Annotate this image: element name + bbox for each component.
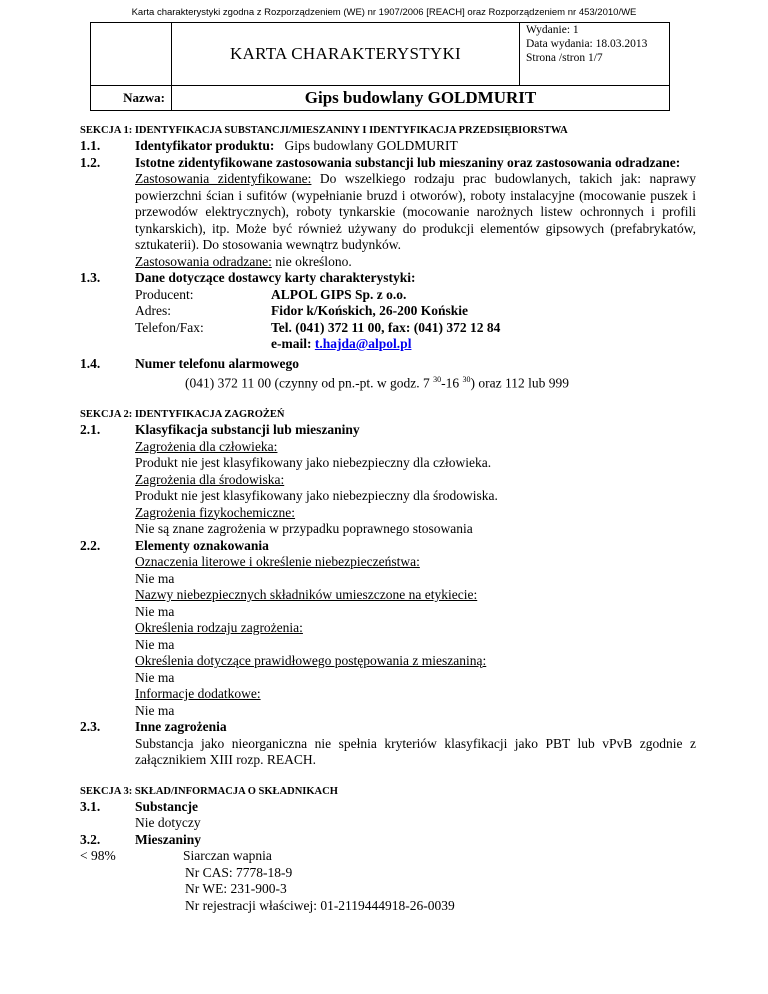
substances-text: Nie dotyczy [135,815,201,830]
section-2-title: SEKCJA 2: IDENTYFIKACJA ZAGROŻEŃ [80,409,285,420]
document-title: KARTA CHARAKTERYSTYKI [172,23,520,86]
edition: Wydanie: 1 [526,24,579,36]
item-heading: Identyfikator produktu: [135,138,275,153]
env-hazards-label: Zagrożenia dla środowiska: [135,471,285,487]
address-value: Fidor k/Końskich, 26-200 Końskie [271,303,469,318]
emergency-text-c: ) oraz 112 lub 999 [470,375,569,391]
emergency-text-a: (041) 372 11 00 (czynny od pn.-pt. w godz. 7 [185,375,434,391]
item-number: 3.1. [80,798,101,814]
discouraged-uses [135,254,696,271]
name-label: Nazwa: [91,86,172,111]
producer-row [135,287,696,304]
label-element-5: Informacje dodatkowe: [135,686,261,701]
item-heading: Mieszaniny [135,831,201,847]
value-element-3: Nie ma [135,636,175,652]
component-we: Nr WE: 231-900-3 [185,881,287,896]
discouraged-uses-text: nie określono. [271,253,352,269]
emergency-sup-1: 30 [433,375,442,384]
product-name: Gips budowlany GOLDMURIT [172,86,670,111]
regulation-note: Karta charakterystyki zgodna z Rozporządzeniem (WE) nr 1907/2006 [REACH] oraz Rozporządzeniem nr 453/2010/WE [131,7,637,18]
value-element-2: Nie ma [135,603,175,619]
email-row [135,336,696,353]
value-element-4: Nie ma [135,669,175,685]
emergency-text-b: -16 [441,375,463,391]
label-element-3: Określenia rodzaju zagrożenia: [135,620,303,635]
item-1-1 [80,138,696,155]
item-number: 1.1. [80,138,101,153]
item-1-2 [80,154,696,271]
value-element-5: Nie ma [135,702,175,718]
item-2-1 [80,422,696,538]
item-heading: Elementy oznakowania [135,537,269,553]
item-number: 2.1. [80,422,101,437]
document-body [0,124,768,914]
emergency-phone [135,372,696,392]
header-table [90,22,670,111]
item-number: 1.4. [80,355,101,371]
label-element-1: Oznaczenia literowe i określenie niebezpieczeństwa: [135,554,420,569]
phys-hazards-label: Zagrożenia fizykochemiczne: [135,504,296,520]
item-2-3 [80,719,696,769]
item-number: 1.3. [80,270,101,285]
document-meta [520,23,670,86]
component-name: Siarczan wapnia [183,848,272,863]
item-heading: Istotne zidentyfikowane zastosowania substancji lub mieszaniny oraz zastosowania odradzane: [135,154,681,170]
component-row [80,848,696,914]
section-3-title: SEKCJA 3: SKŁAD/INFORMACJA O SKŁADNIKACH [80,785,338,797]
item-heading: Numer telefonu alarmowego [135,355,299,371]
producer-key: Producent: [135,286,194,302]
address-row [135,303,696,320]
other-hazards-text: Substancja jako nieorganiczna nie spełnia kryteriów klasyfikacji jako PBT lub vPvB zgodnie z załącznikiem XIII rozp. REACH. [135,735,696,767]
component-cas: Nr CAS: 7778-18-9 [185,864,293,880]
phone-key: Telefon/Fax: [135,319,204,335]
email-spacer [135,336,271,353]
human-hazards-text: Produkt nie jest klasyfikowany jako niebezpieczny dla człowieka. [135,455,492,470]
item-number: 1.2. [80,154,101,170]
emergency-sup-2: 30 [462,375,471,384]
label-element-4: Określenia dotyczące prawidłowego postępowania z mieszaniną: [135,653,487,668]
item-number: 2.3. [80,719,101,734]
phone-row [135,320,696,337]
producer-value: ALPOL GIPS Sp. z o.o. [271,286,407,302]
item-number: 2.2. [80,537,101,553]
item-heading: Inne zagrożenia [135,719,227,734]
issue-date: Data wydania: 18.03.2013 [526,38,648,50]
label-element-2: Nazwy niebezpiecznych składników umieszczone na etykiecie: [135,587,478,602]
component-percentage: < 98% [80,848,116,863]
item-1-4 [80,355,696,393]
section-1-title: SEKCJA 1: IDENTYFIKACJA SUBSTANCJI/MIESZANINY I IDENTYFIKACJA PRZEDSIĘBIORSTWA [80,125,568,136]
discouraged-uses-label: Zastosowania odradzane: [135,253,272,269]
item-1-3 [80,270,696,353]
email-link[interactable]: t.hajda@alpol.pl [314,336,412,351]
identified-uses [135,171,696,254]
page-number: Strona /stron 1/7 [526,52,603,64]
phys-hazards-text: Nie są znane zagrożenia w przypadku poprawnego stosowania [135,521,473,536]
item-3-2 [80,831,696,849]
item-2-2 [80,537,696,720]
address-key: Adres: [135,303,171,318]
phone-value: Tel. (041) 372 11 00, fax: (041) 372 12 84 [271,319,501,335]
item-3-1 [80,798,696,832]
item-heading: Dane dotyczące dostawcy karty charakterystyki: [135,270,416,285]
human-hazards-label: Zagrożenia dla człowieka: [135,438,278,454]
item-number: 3.2. [80,831,101,847]
identified-uses-text: Do wszelkiego rodzaju prac budowlanych, takich jak: naprawy powierzchni ścian i sufitów (wypełnianie bruzd i otworów), roboty instalacyjne (mocowanie puszek i przewodów elektrycznych), roboty tynkarskie (mocowanie narożnych listew ochronnych i profili tynkarskich), itp. Może być również używany do produkcji elementów gipsowych (prefabrykatów, sztukaterii). Do stosowania wewnątrz budynków. [135,171,696,252]
header-logo-cell [91,23,172,86]
item-heading: Substancje [135,798,199,814]
value-element-1: Nie ma [135,570,175,586]
product-identifier: Gips budowlany GOLDMURIT [284,138,458,153]
identified-uses-label: Zastosowania zidentyfikowane: [135,171,312,186]
env-hazards-text: Produkt nie jest klasyfikowany jako niebezpieczny dla środowiska. [135,488,498,503]
component-registration: Nr rejestracji właściwej: 01-2119444918-26-0039 [185,897,455,913]
email-key: e-mail: [271,336,315,351]
item-heading: Klasyfikacja substancji lub mieszaniny [135,422,360,437]
